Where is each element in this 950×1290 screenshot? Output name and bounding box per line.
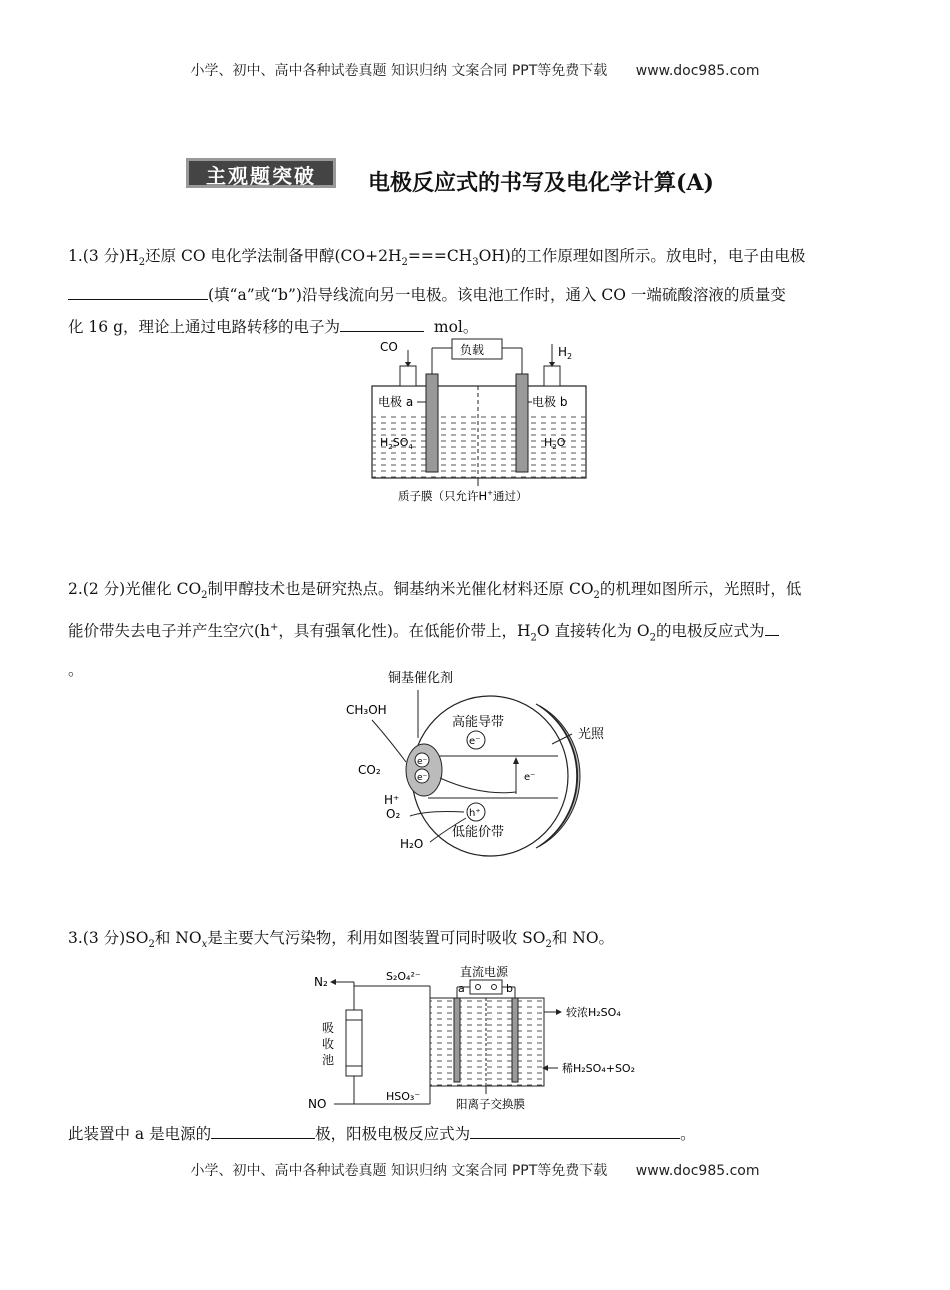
- svg-text:H2: $H_2$: [558, 345, 573, 361]
- page-footer: [0, 1160, 950, 1180]
- svg-text:H2O: $H_2O$: [544, 436, 566, 451]
- section-title-row: [186, 158, 886, 194]
- catalyst-label: 铜基催化剂: [388, 671, 454, 686]
- absorber-char-2: 收: [322, 1037, 335, 1051]
- svg-text:H2SO4: $H_2SO_4$: [380, 436, 413, 451]
- h-plus-label: H⁺: [384, 793, 400, 807]
- conc-h2so4-label: 较浓H₂SO₄: [566, 1006, 621, 1019]
- valence-band-label: 低能价带: [452, 825, 505, 840]
- section-badge: 主观题突破: [186, 158, 336, 188]
- ch3oh-label: CH₃OH: [346, 703, 387, 717]
- dilute-h2so4-label: 稀H₂SO₄+SO₂: [562, 1062, 635, 1075]
- blank-1-moles[interactable]: [340, 313, 424, 332]
- question-1: 1.(3 分)$H_2$还原 CO 电化学法制备甲醇$(CO+2H_2===CH_3OH)$的工作原理如图所示。放电时，电子由电极 (填“a”或“b”)沿导线流向另一电极。该电池工作时，通入 CO 一端硫酸溶液的质量变 化 16 g，理论上通过电路转移的电子为 mol。: [68, 247, 806, 337]
- svg-text:e⁻: e⁻: [524, 772, 536, 783]
- figure-2-photocatalysis: [340, 666, 620, 860]
- hole-label: h⁺: [469, 808, 481, 819]
- h2o-label: H₂O: [400, 837, 424, 851]
- o2-label: O₂: [386, 807, 401, 821]
- header-site-link[interactable]: www.doc985.com: [635, 63, 760, 79]
- question-3: 3.(3 分)$SO_2$和 $NO_x$是主要大气污染物，利用如图装置可同时吸收 $SO_2$和 NO。: [68, 929, 615, 951]
- h2-label: H: [558, 345, 568, 359]
- light-label: 光照: [578, 727, 605, 742]
- blank-3-anode-equation[interactable]: [470, 1120, 680, 1139]
- co2-label: CO₂: [358, 763, 381, 777]
- n2-label: N₂: [314, 975, 328, 989]
- conduction-band-label: 高能导带: [452, 715, 505, 730]
- s2o4-label: S₂O₄²⁻: [386, 970, 421, 983]
- figure-1-fuel-cell: [360, 336, 600, 508]
- figure-3-absorption-device: [306, 962, 656, 1114]
- page-title: 电极反应式的书写及电化学计算(A): [368, 170, 714, 196]
- co-label: CO: [380, 340, 398, 354]
- blank-1-electrode[interactable]: [68, 281, 208, 300]
- load-label: 负载: [460, 343, 485, 357]
- hso3-label: HSO₃⁻: [386, 1090, 421, 1103]
- footer-text: 小学、初中、高中各种试卷真题 知识归纳 文案合同 PPT等免费下载: [190, 1163, 608, 1179]
- no-label: NO: [308, 1097, 327, 1111]
- svg-text:e⁻: e⁻: [417, 773, 428, 783]
- electron-label: e⁻: [469, 736, 481, 747]
- membrane-3-label: 阳离子交换膜: [456, 1097, 525, 1111]
- terminal-b-label: b: [506, 982, 513, 995]
- page-header: [0, 60, 950, 80]
- question-3-blanks: 此装置中 a 是电源的 极，阳极电极反应式为 。: [68, 1118, 888, 1150]
- svg-text:质子膜（只允许H+通过）: 质子膜（只允许H+通过）: [398, 489, 528, 503]
- header-text: 小学、初中、高中各种试卷真题 知识归纳 文案合同 PPT等免费下载: [190, 63, 608, 79]
- footer-site-link[interactable]: www.doc985.com: [635, 1163, 760, 1179]
- electrode-b-label: 电极 b: [532, 395, 568, 409]
- power-label: 直流电源: [460, 965, 509, 979]
- absorber-char-3: 池: [322, 1053, 335, 1067]
- membrane-label: 质子膜（只允许H: [398, 489, 488, 503]
- terminal-a-label: a: [458, 982, 465, 995]
- electrode-a-label: 电极 a: [378, 395, 414, 409]
- blank-3-pole[interactable]: [211, 1120, 315, 1139]
- svg-text:e⁻: e⁻: [417, 757, 428, 767]
- blank-2-equation[interactable]: [765, 617, 779, 636]
- question-2: 2.(2 分)光催化 $CO_2$制甲醇技术也是研究热点。铜基纳米光催化材料还原 $CO_2$的机理如图所示，光照时，低 能价带失去电子并产生空穴(h+，具有强氧化性)。在低能价带上，$H_2O$ 直接转化为 $O_2$的电极反应式为 。: [68, 580, 802, 680]
- absorber-char-1: 吸: [322, 1021, 335, 1035]
